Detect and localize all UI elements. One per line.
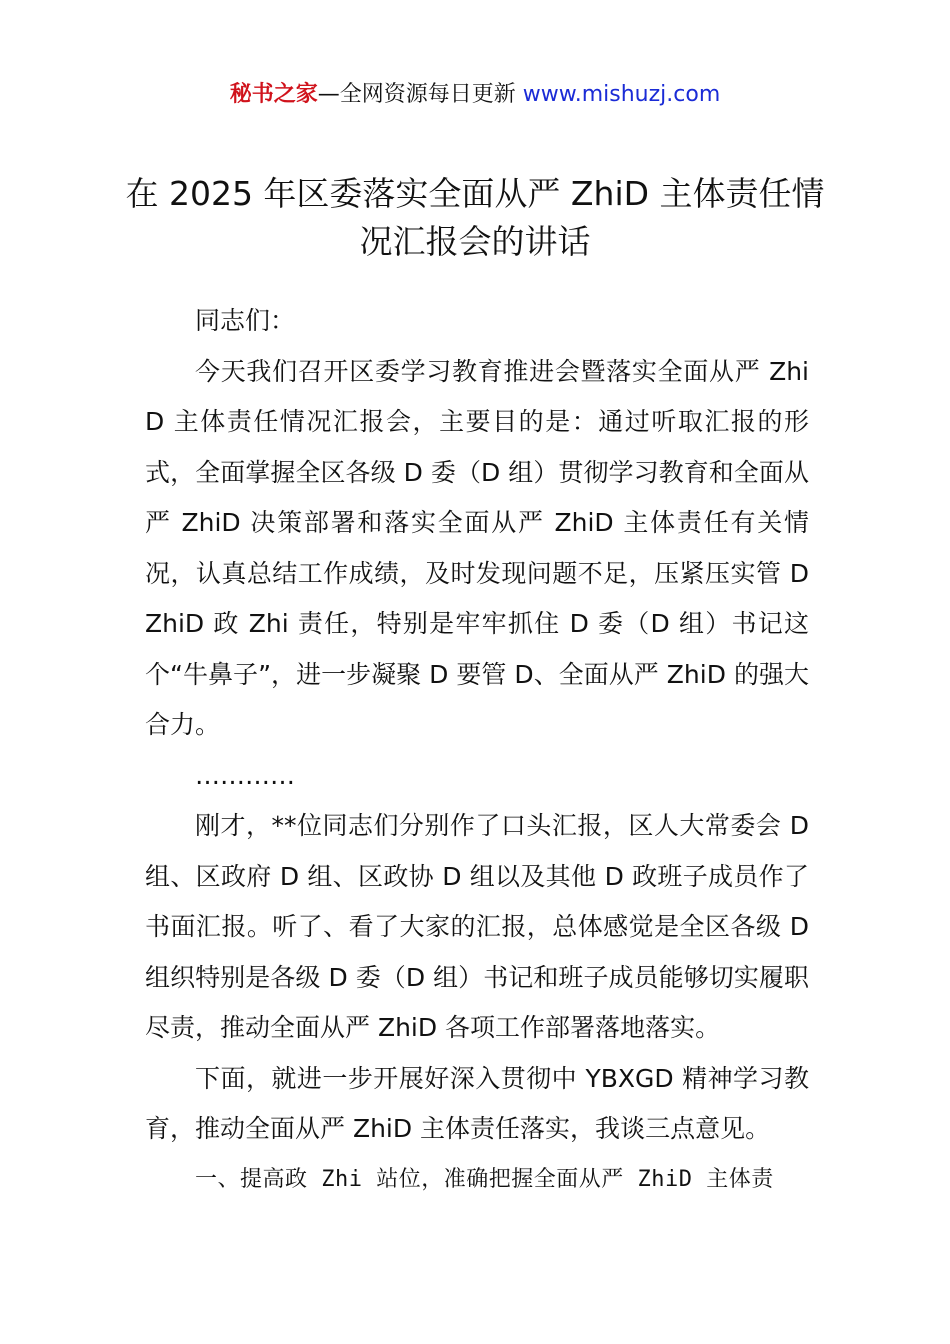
paragraph-opinions: 下面，就进一步开展好深入贯彻中 YBXGD 精神学习教育，推动全面从严 ZhiD 主体责任落实，我谈三点意见。 — [145, 1063, 809, 1143]
paragraph-reports: 刚才，**位同志们分别作了口头汇报，区人大常委会 D 组、区政府 D 组、区政协 D 组以及其他 D 政班子成员作了书面汇报。听了、看了大家的汇报，总体感觉是全区各级 D 组织特别是各级 D 委（D 组）书记和班子成员能够切实履职尽责，推动全面从严 ZhiD 各项工作部署落地落实。 — [145, 811, 809, 1042]
ellipsis-line: ………… — [195, 760, 295, 790]
salutation: 同志们： — [195, 306, 296, 335]
site-header — [0, 78, 950, 112]
site-brand: 秘书之家 — [229, 82, 318, 107]
paragraph-intro: 今天我们召开区委学习教育推进会暨落实全面从严 ZhiD 主体责任情况汇报会，主要目的是：通过听取汇报的形式，全面掌握全区各级 D 委（D 组）贯彻学习教育和全面从严 ZhiD 决策部署和落实全面从严 ZhiD 主体责任有关情况，认真总结工作成绩，及时发现问题不足，压紧压实管 DZhiD 政 Zhi 责任，特别是牢牢抓住 D 委（D 组）书记这个“牛鼻子”，进一步凝聚 D 要管 D、全面从严 ZhiD 的强大合力。 — [145, 356, 809, 739]
document-title: 在 2025 年区委落实全面从严 ZhiD 主体责任情况汇报会的讲话 — [125, 174, 825, 261]
document-body — [145, 296, 809, 1205]
site-url-link[interactable]: www.mishuzj.com — [522, 82, 721, 107]
section-heading-1: 一、提高政 Zhi 站位，准确把握全面从严 ZhiD 主体责 — [195, 1166, 774, 1192]
site-tagline: —全网资源每日更新 — [317, 82, 523, 107]
